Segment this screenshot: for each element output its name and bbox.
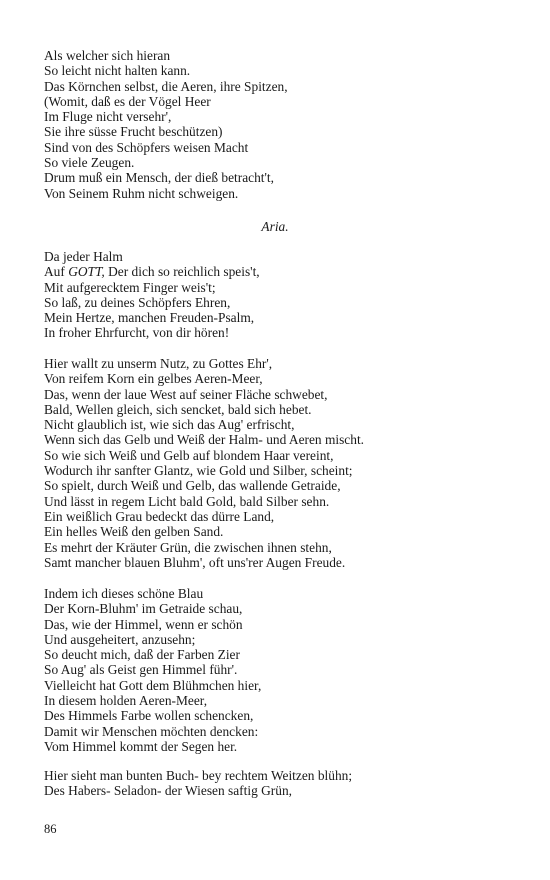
verse-line: So deucht mich, daß der Farben Zier: [44, 647, 240, 663]
aria-heading: Aria.: [261, 219, 289, 234]
stanza-1: [44, 48, 524, 201]
verse-line: So leicht nicht halten kann.: [44, 63, 191, 79]
verse-line: Hier wallt zu unserm Nutz, zu Gottes Ehr',: [44, 356, 273, 371]
verse-line: Das, wie der Himmel, wenn er schön: [44, 616, 243, 632]
verse-line: Bald, Wellen gleich, sich sencket, bald sich hebet.: [44, 401, 312, 417]
verse-line: Nicht glaublich ist, wie sich das Aug' erfrischt,: [44, 417, 295, 433]
verse-line: Damit wir Menschen möchten dencken:: [44, 723, 259, 739]
verse-text: Der dich so reichlich speis't,: [104, 264, 260, 280]
verse-line: [44, 264, 524, 279]
verse-line: Des Himmels Farbe wollen schencken,: [44, 708, 254, 724]
verse-line: So viele Zeugen.: [44, 155, 135, 171]
verse-line: Sie ihre süsse Frucht beschützen): [44, 124, 223, 140]
verse-line: Es mehrt der Kräuter Grün, die zwischen ihnen stehn,: [44, 539, 332, 555]
verse-line: Ein weißlich Grau bedeckt das dürre Land,: [44, 508, 275, 524]
page-number: 86: [44, 822, 57, 836]
verse-line: Da jeder Halm: [44, 249, 123, 264]
verse-line: Im Fluge nicht versehr',: [44, 109, 172, 125]
verse-line: Indem ich dieses schöne Blau: [44, 586, 204, 601]
verse-line: Wodurch ihr sanfter Glantz, wie Gold und Silber, scheint;: [44, 463, 353, 479]
verse-line: So Aug' als Geist gen Himmel führ'.: [44, 662, 238, 678]
verse-line: In diesem holden Aeren-Meer,: [44, 693, 208, 709]
verse-line: Als welcher sich hieran: [44, 48, 171, 63]
verse-line: Der Korn-Bluhm' im Getraide schau,: [44, 601, 243, 617]
stanza-4: [44, 586, 524, 754]
stanza-5: [44, 768, 524, 799]
verse-line: Samt mancher blauen Bluhm', oft uns'rer Augen Freude.: [44, 554, 346, 570]
stanza-3: [44, 356, 524, 570]
verse-line: Drum muß ein Mensch, der dieß betracht't,: [44, 170, 274, 186]
verse-line: Das Körnchen selbst, die Aeren, ihre Spitzen,: [44, 78, 288, 94]
verse-line: Das, wenn der laue West auf seiner Fläche schwebet,: [44, 386, 328, 402]
verse-line: Und ausgeheitert, anzusehn;: [44, 631, 196, 647]
verse-line: So spielt, durch Weiß und Gelb, das wallende Getraide,: [44, 478, 341, 494]
verse-text: Auf: [44, 264, 69, 280]
verse-line: Vom Himmel kommt der Segen her.: [44, 738, 238, 754]
verse-line: Von Seinem Ruhm nicht schweigen.: [44, 185, 239, 201]
verse-line: Vielleicht hat Gott dem Blühmchen hier,: [44, 677, 262, 693]
verse-line: Wenn sich das Gelb und Weiß der Halm- und Aeren mischt.: [44, 432, 365, 448]
verse-line: Des Habers- Seladon- der Wiesen saftig Grün,: [44, 783, 292, 799]
verse-line: Hier sieht man bunten Buch- bey rechtem Weitzen blühn;: [44, 768, 353, 783]
verse-line: In froher Ehrfurcht, von dir hören!: [44, 325, 230, 341]
verse-line: So laß, zu deines Schöpfers Ehren,: [44, 294, 231, 310]
verse-line: Sind von des Schöpfers weisen Macht: [44, 139, 249, 155]
verse-line: Ein helles Weiß den gelben Sand.: [44, 524, 224, 540]
verse-line: Und lässt in regem Licht bald Gold, bald Silber sehn.: [44, 493, 330, 509]
stanza-2: [44, 249, 524, 341]
verse-line: So wie sich Weiß und Gelb auf blondem Haar vereint,: [44, 447, 334, 463]
emphasis-god: GOTT,: [68, 264, 105, 280]
verse-line: (Womit, daß es der Vögel Heer: [44, 93, 211, 109]
verse-line: Mit aufgerecktem Finger weis't;: [44, 279, 216, 295]
verse-line: Von reifem Korn ein gelbes Aeren-Meer,: [44, 371, 263, 387]
verse-line: Mein Hertze, manchen Freuden-Psalm,: [44, 310, 255, 326]
